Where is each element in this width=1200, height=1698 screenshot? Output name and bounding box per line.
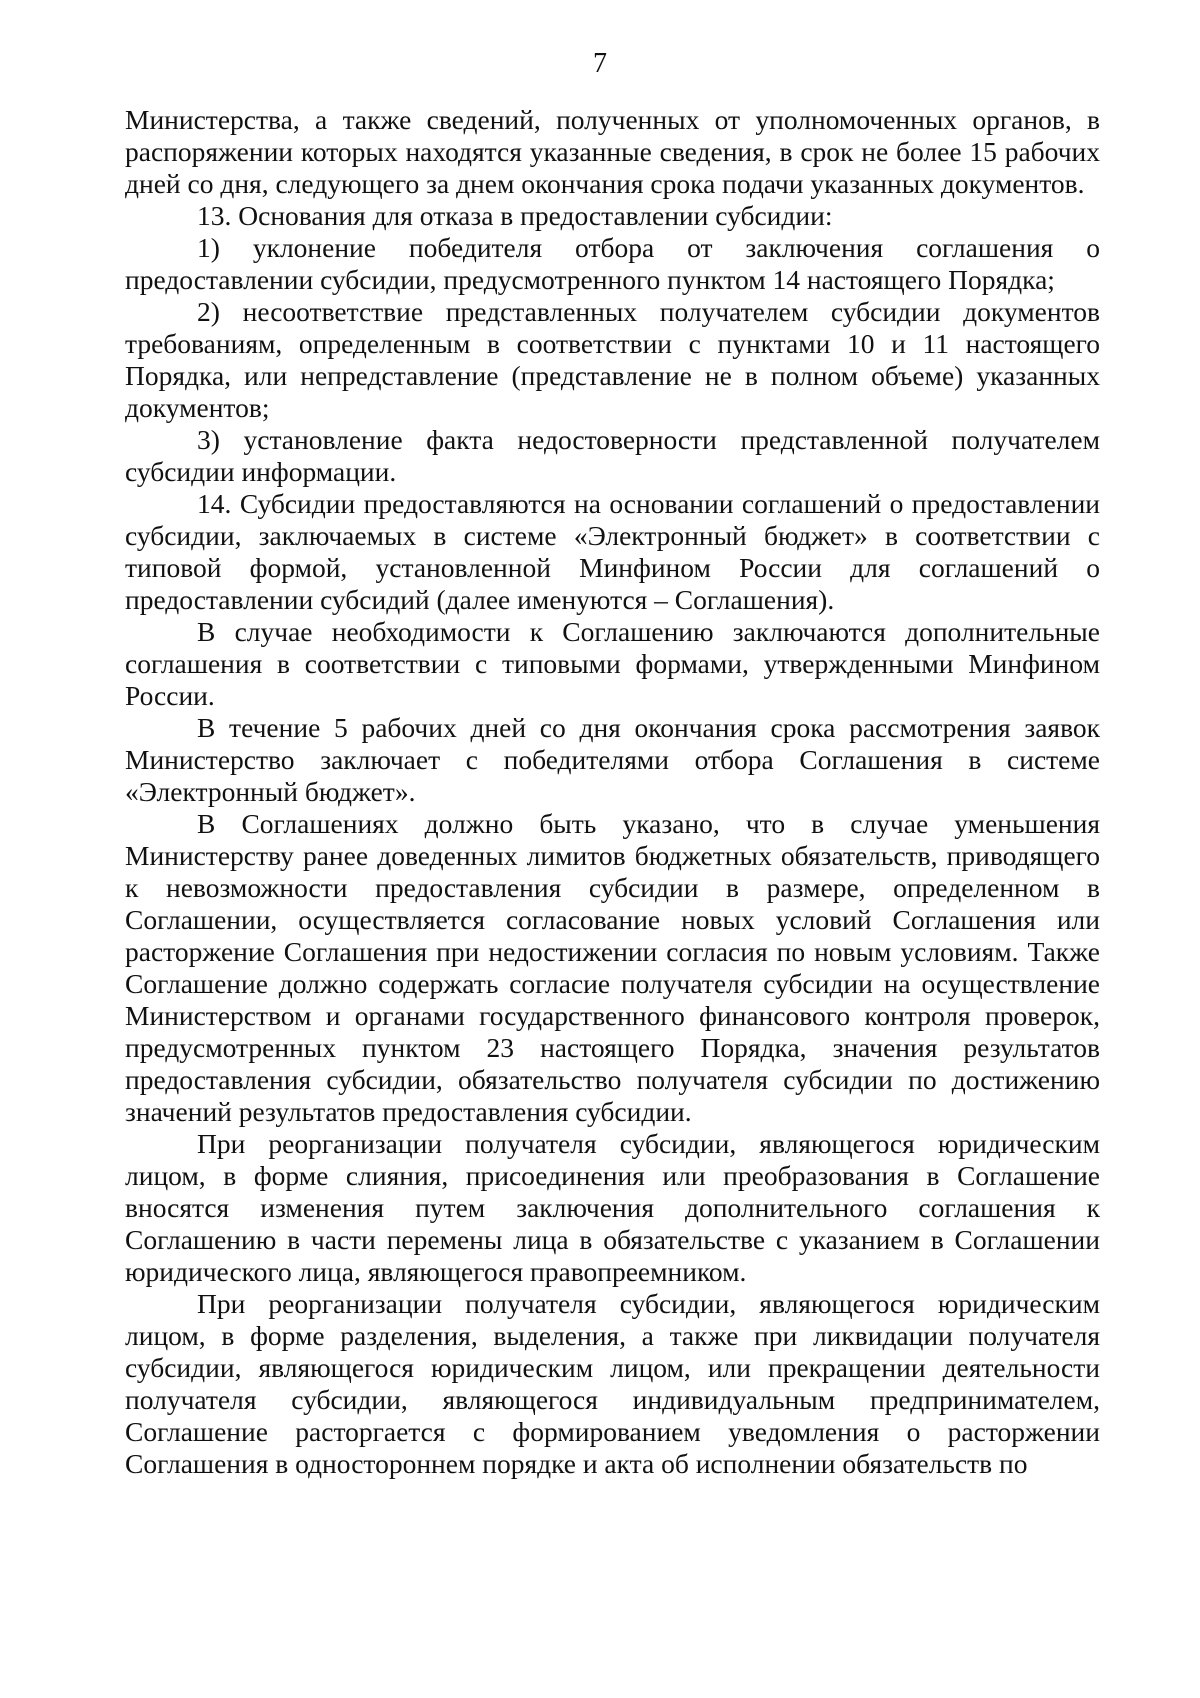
paragraph-item-14: 14. Субсидии предоставляются на основании соглашений о предоставлении субсидии, заключаемых в системе «Электронный бюджет» в соответствии с типовой формой, установленной Минфином России для соглашений о предоставлении субсидий (далее именуются – Соглашения).	[125, 488, 1100, 615]
paragraph-reorganization-division: При реорганизации получателя субсидии, являющегося юридическим лицом, в форме разделения, выделения, а также при ликвидации получателя субсидии, являющегося юридическим лицом, или прекращении деятельности получателя субсидии, являющегося индивидуальным предпринимателем, Соглашение расторгается с формированием уведомления о расторжении Соглашения в одностороннем порядке и акта об исполнении обязательств по	[125, 1288, 1100, 1479]
paragraph-subitem-2: 2) несоответствие представленных получателем субсидии документов требованиям, определенным в соответствии с пунктами 10 и 11 настоящего Порядка, или непредставление (представление не в полном объеме) указанных документов;	[125, 296, 1100, 423]
paragraph-additional-agreements: В случае необходимости к Соглашению заключаются дополнительные соглашения в соответствии с типовыми формами, утвержденными Минфином России.	[125, 616, 1100, 711]
paragraph-conclusion-term: В течение 5 рабочих дней со дня окончания срока рассмотрения заявок Министерство заключает с победителями отбора Соглашения в системе «Электронный бюджет».	[125, 712, 1100, 807]
paragraph-item-13: 13. Основания для отказа в предоставлении субсидии:	[197, 200, 833, 231]
paragraph-reorganization-merger: При реорганизации получателя субсидии, являющегося юридическим лицом, в форме слияния, присоединения или преобразования в Соглашение вносятся изменения путем заключения дополнительного соглашения к Соглашению в части перемены лица в обязательстве с указанием в Соглашении юридического лица, являющегося правопреемником.	[125, 1128, 1100, 1287]
paragraph-continuation: Министерства, а также сведений, полученных от уполномоченных органов, в распоряжении которых находятся указанные сведения, в срок не более 15 рабочих дней со дня, следующего за днем окончания срока подачи указанных документов.	[125, 104, 1100, 199]
document-body	[125, 104, 1100, 1480]
paragraph-limits-reduction: В Соглашениях должно быть указано, что в случае уменьшения Министерству ранее доведенных лимитов бюджетных обязательств, приводящего к невозможности предоставления субсидии в размере, определенном в Соглашении, осуществляется согласование новых условий Соглашения или расторжение Соглашения при недостижении согласия по новым условиям. Также Соглашение должно содержать согласие получателя субсидии на осуществление Министерством и органами государственного финансового контроля проверок, предусмотренных пунктом 23 настоящего Порядка, значения результатов предоставления субсидии, обязательство получателя субсидии по достижению значений результатов предоставления субсидии.	[125, 808, 1100, 1127]
paragraph-subitem-1: 1) уклонение победителя отбора от заключения соглашения о предоставлении субсидии, предусмотренного пунктом 14 настоящего Порядка;	[125, 232, 1100, 295]
paragraph-subitem-3: 3) установление факта недостоверности представленной получателем субсидии информации.	[125, 424, 1100, 487]
page-number: 7	[593, 48, 607, 79]
